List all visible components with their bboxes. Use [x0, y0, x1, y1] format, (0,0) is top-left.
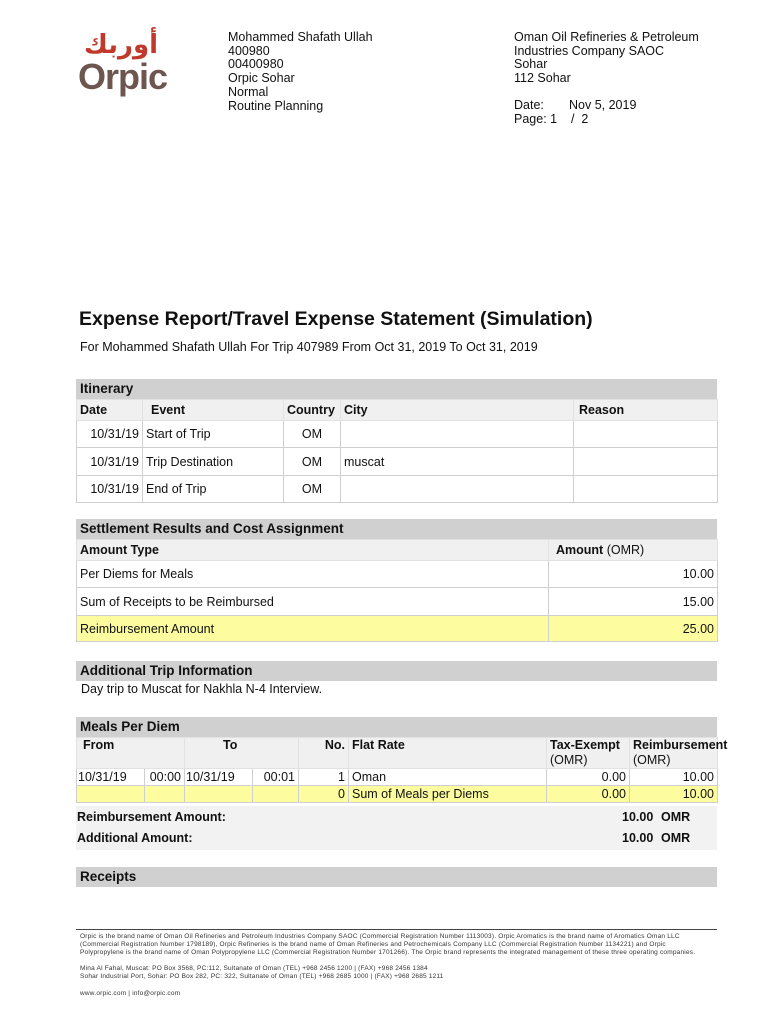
employee-number: 00400980	[228, 57, 284, 72]
meals-section-header	[76, 717, 717, 737]
additional-text: Day trip to Muscat for Nakhla N-4 Interview.	[81, 682, 323, 696]
meals-col-to: To	[185, 738, 299, 769]
logo-arabic-text: أوربك	[84, 30, 159, 60]
employee-dept: Routine Planning	[228, 98, 324, 113]
report-date	[514, 99, 544, 113]
meals-sum-row: 0 Sum of Meals per Diems 0.00 10.00	[77, 786, 718, 803]
receipts-heading: Receipts	[80, 869, 137, 884]
employee-id: 400980	[228, 43, 270, 58]
receipts-section-header	[76, 867, 717, 887]
company-logo	[78, 30, 174, 100]
table-row: Per Diems for Meals 10.00	[77, 561, 718, 588]
report-title: Expense Report/Travel Expense Statement (Simulation)	[79, 308, 593, 330]
page-label: Page:	[514, 112, 547, 126]
itinerary-col-reason: Reason	[574, 400, 718, 421]
page-info	[514, 113, 588, 127]
itinerary-table	[76, 399, 718, 503]
table-row: 10/31/19 Start of Trip OM	[77, 421, 718, 448]
report-date-value: Nov 5, 2019	[569, 98, 637, 112]
employee-info	[228, 31, 373, 113]
reimbursement-amount-value: 10.00	[622, 810, 654, 824]
table-row: 10/31/19 End of Trip OM	[77, 476, 718, 503]
settlement-heading: Settlement Results and Cost Assignment	[80, 521, 344, 536]
settlement-col-type: Amount Type	[77, 540, 549, 561]
itinerary-col-city: City	[341, 400, 574, 421]
company-line-3: Sohar	[514, 57, 548, 72]
meals-col-from: From	[77, 738, 185, 769]
reimbursement-total-row: Reimbursement Amount 25.00	[77, 616, 718, 642]
logo-english-text: Orpic	[78, 56, 168, 97]
footer-web: www.orpic.com | info@orpic.com	[80, 990, 181, 998]
meals-col-flat-rate: Flat Rate	[349, 738, 547, 769]
employee-name: Mohammed Shafath Ullah	[228, 30, 373, 44]
itinerary-col-country: Country	[284, 400, 341, 421]
table-row: 10/31/19 Trip Destination OM muscat	[77, 448, 718, 476]
table-row: Sum of Receipts to be Reimbursed 15.00	[77, 588, 718, 616]
company-line-2: Industries Company SAOC	[514, 43, 665, 58]
additional-heading: Additional Trip Information	[80, 663, 253, 678]
additional-section-header	[76, 661, 717, 681]
itinerary-col-event: Event	[143, 400, 284, 421]
meals-col-tax-exempt: Tax-Exempt (OMR)	[547, 738, 630, 769]
footer-legal: Orpic is the brand name of Oman Oil Refineries and Petroleum Industries Company SAOC (Commercial Registration Number 1113003). Orpic Aromatics is the brand name of Aromatics Oman LLC (Commercial Registration Number 1798189), Orpic Refineries is the brand name of Oman Refineries and Petrochemicals Company LLC (Commercial Registration Number 1134221) and Orpic Polypropylene is the brand name of Oman Polypropylene LLC (Commercial Registration Number 1701266). The Orpic brand represents the integrated management of these three operating companies.	[80, 933, 696, 957]
footer	[80, 933, 710, 998]
employee-type: Normal	[228, 84, 269, 99]
settlement-col-amount: Amount (OMR)	[549, 540, 718, 561]
page-value: 1 / 2	[550, 112, 589, 126]
meals-col-reimbursement: Reimbursement (OMR)	[630, 738, 718, 769]
reimbursement-amount-label: Reimbursement Amount:	[77, 810, 226, 824]
footer-address-muscat: Mina Al Fahal, Muscat: PO Box 3568, PC:112, Sultanate of Oman (TEL) +968 2456 1200 | (FAX) +968 2456 1384	[80, 964, 428, 972]
table-row: 10/31/19 00:00 10/31/19 00:01 1 Oman 0.00 10.00	[77, 769, 718, 786]
date-label: Date:	[514, 98, 544, 112]
reimbursement-amount-unit: OMR	[661, 810, 691, 824]
company-line-4: 112 Sohar	[514, 71, 571, 86]
company-info	[514, 31, 699, 86]
additional-amount-value: 10.00	[622, 831, 654, 845]
report-subtitle: For Mohammed Shafath Ullah For Trip 407989 From Oct 31, 2019 To Oct 31, 2019	[80, 340, 538, 354]
footer-divider	[76, 929, 717, 930]
meals-heading: Meals Per Diem	[80, 719, 180, 734]
totals-block	[76, 806, 717, 850]
settlement-section-header	[76, 519, 717, 539]
additional-amount-label: Additional Amount:	[77, 831, 193, 845]
additional-amount-unit: OMR	[661, 831, 691, 845]
footer-address-sohar: Sohar Industrial Port, Sohar: PO Box 282, PC: 322, Sultanate of Oman (TEL) +968 2685 1000 | (FAX) +968 2685 1211	[80, 972, 444, 980]
meals-col-no: No.	[299, 738, 349, 769]
itinerary-col-date: Date	[77, 400, 143, 421]
employee-unit: Orpic Sohar	[228, 71, 295, 86]
company-line-1: Oman Oil Refineries & Petroleum	[514, 30, 699, 44]
settlement-table	[76, 539, 718, 642]
itinerary-section-header	[76, 379, 717, 399]
itinerary-heading: Itinerary	[80, 381, 134, 396]
meals-table	[76, 737, 728, 803]
